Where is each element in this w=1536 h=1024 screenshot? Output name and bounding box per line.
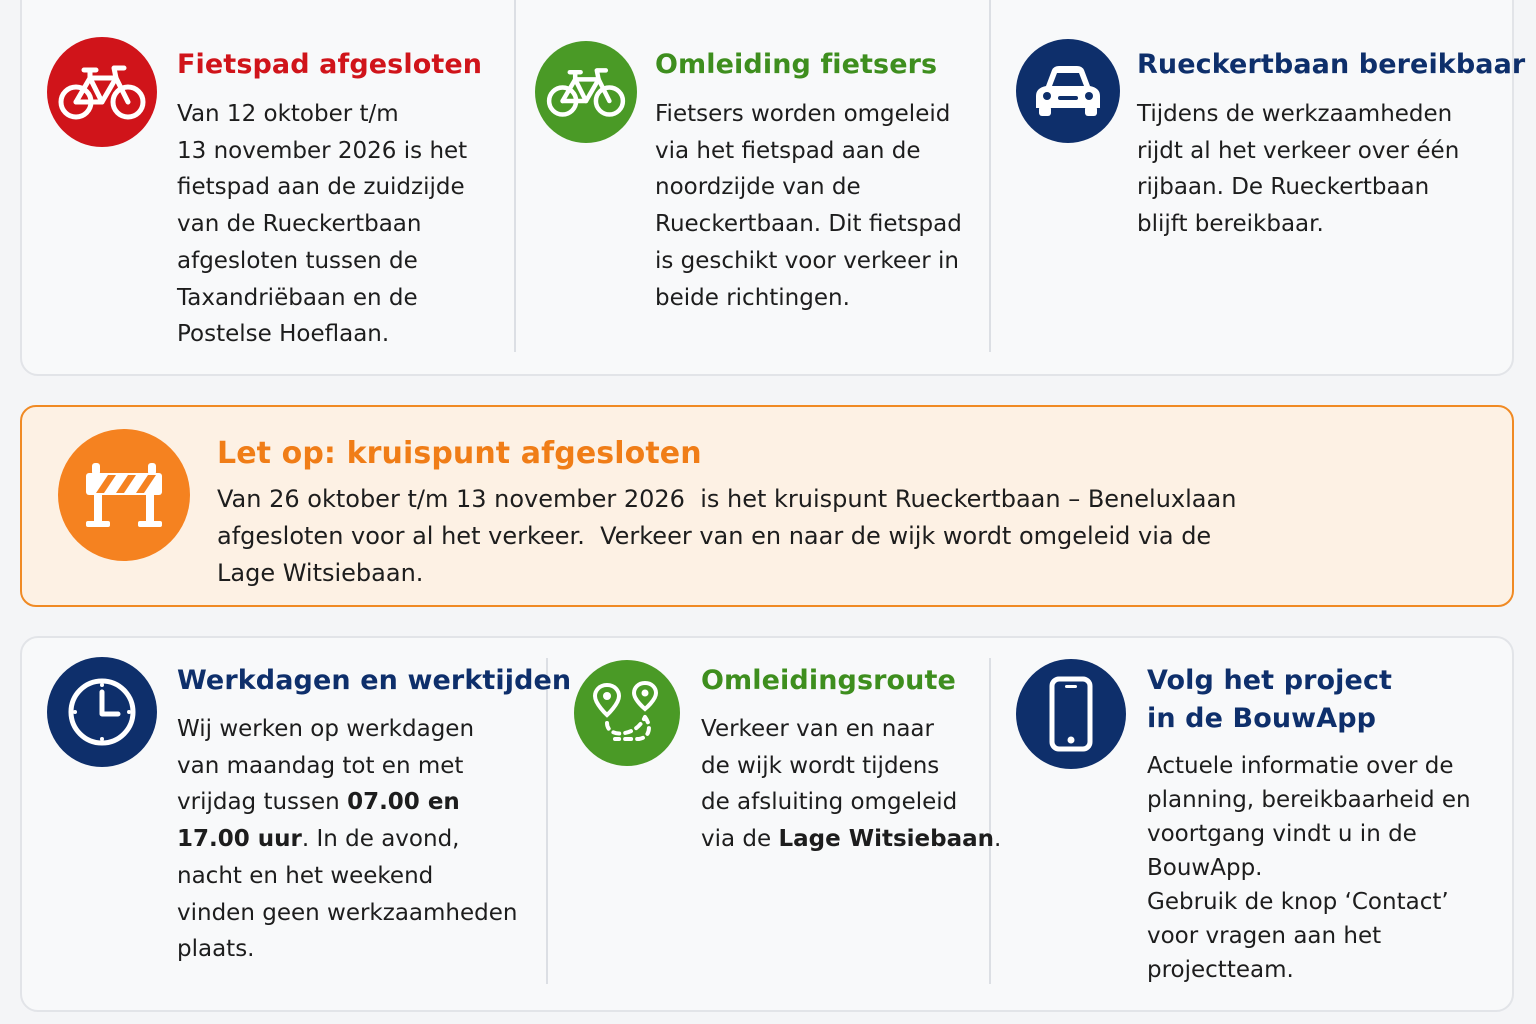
card-title: Volg het project in de BouwApp (1147, 665, 1393, 734)
smartphone-icon (1016, 659, 1126, 769)
alert-text: Van 26 oktober t/m 13 november 2026 is het kruispunt Rueckertbaan – Beneluxlaan afgesloten voor al het verkeer. Verkeer van en naar de wijk wordt omgeleid via de Lage Witsiebaan. (217, 485, 1237, 587)
alert-title: Let op: kruispunt afgesloten (217, 436, 702, 471)
divider (989, 0, 991, 352)
divider (546, 658, 548, 984)
card-title: Fietspad afgesloten (177, 49, 483, 80)
card-text: Tijdens de werkzaamheden rijdt al het verkeer over één rijbaan. De Rueckertbaan blijft bereikbaar. (1137, 101, 1460, 238)
road-barrier-icon (58, 429, 190, 561)
route-icon (574, 660, 680, 766)
card-title: Omleidingsroute (701, 665, 956, 696)
card-title: Rueckertbaan bereikbaar (1137, 49, 1526, 80)
card-text: Wij werken op werkdagen van maandag tot en met vrijdag tussen 07.00 en 17.00 uur. In de avond, nacht en het weekend vinden geen werkzaamheden plaats. (177, 716, 518, 963)
bicycle-icon (47, 37, 157, 147)
card-text: Van 12 oktober t/m 13 november 2026 is het fietspad aan de zuidzijde van de Rueckertbaan afgesloten tussen de Taxandriëbaan en de Postelse Hoeflaan. (177, 101, 468, 348)
card-text: Verkeer van en naar de wijk wordt tijdens de afsluiting omgeleid via de Lage Witsiebaan. (701, 716, 1002, 853)
card-title: Werkdagen en werktijden (177, 665, 572, 696)
car-icon (1016, 39, 1120, 143)
card-title: Omleiding fietsers (655, 49, 938, 80)
divider (514, 0, 516, 352)
card-text: Fietsers worden omgeleid via het fietspad aan de noordzijde van de Rueckertbaan. Dit fietspad is geschikt voor verkeer in beide richtingen. (655, 101, 962, 311)
card-text: Actuele informatie over de planning, bereikbaarheid en voortgang vindt u in de BouwApp. Gebruik de knop ‘Contact’ voor vragen aan het projectteam. (1147, 753, 1471, 983)
clock-icon (47, 657, 157, 767)
bicycle-icon (535, 41, 637, 143)
